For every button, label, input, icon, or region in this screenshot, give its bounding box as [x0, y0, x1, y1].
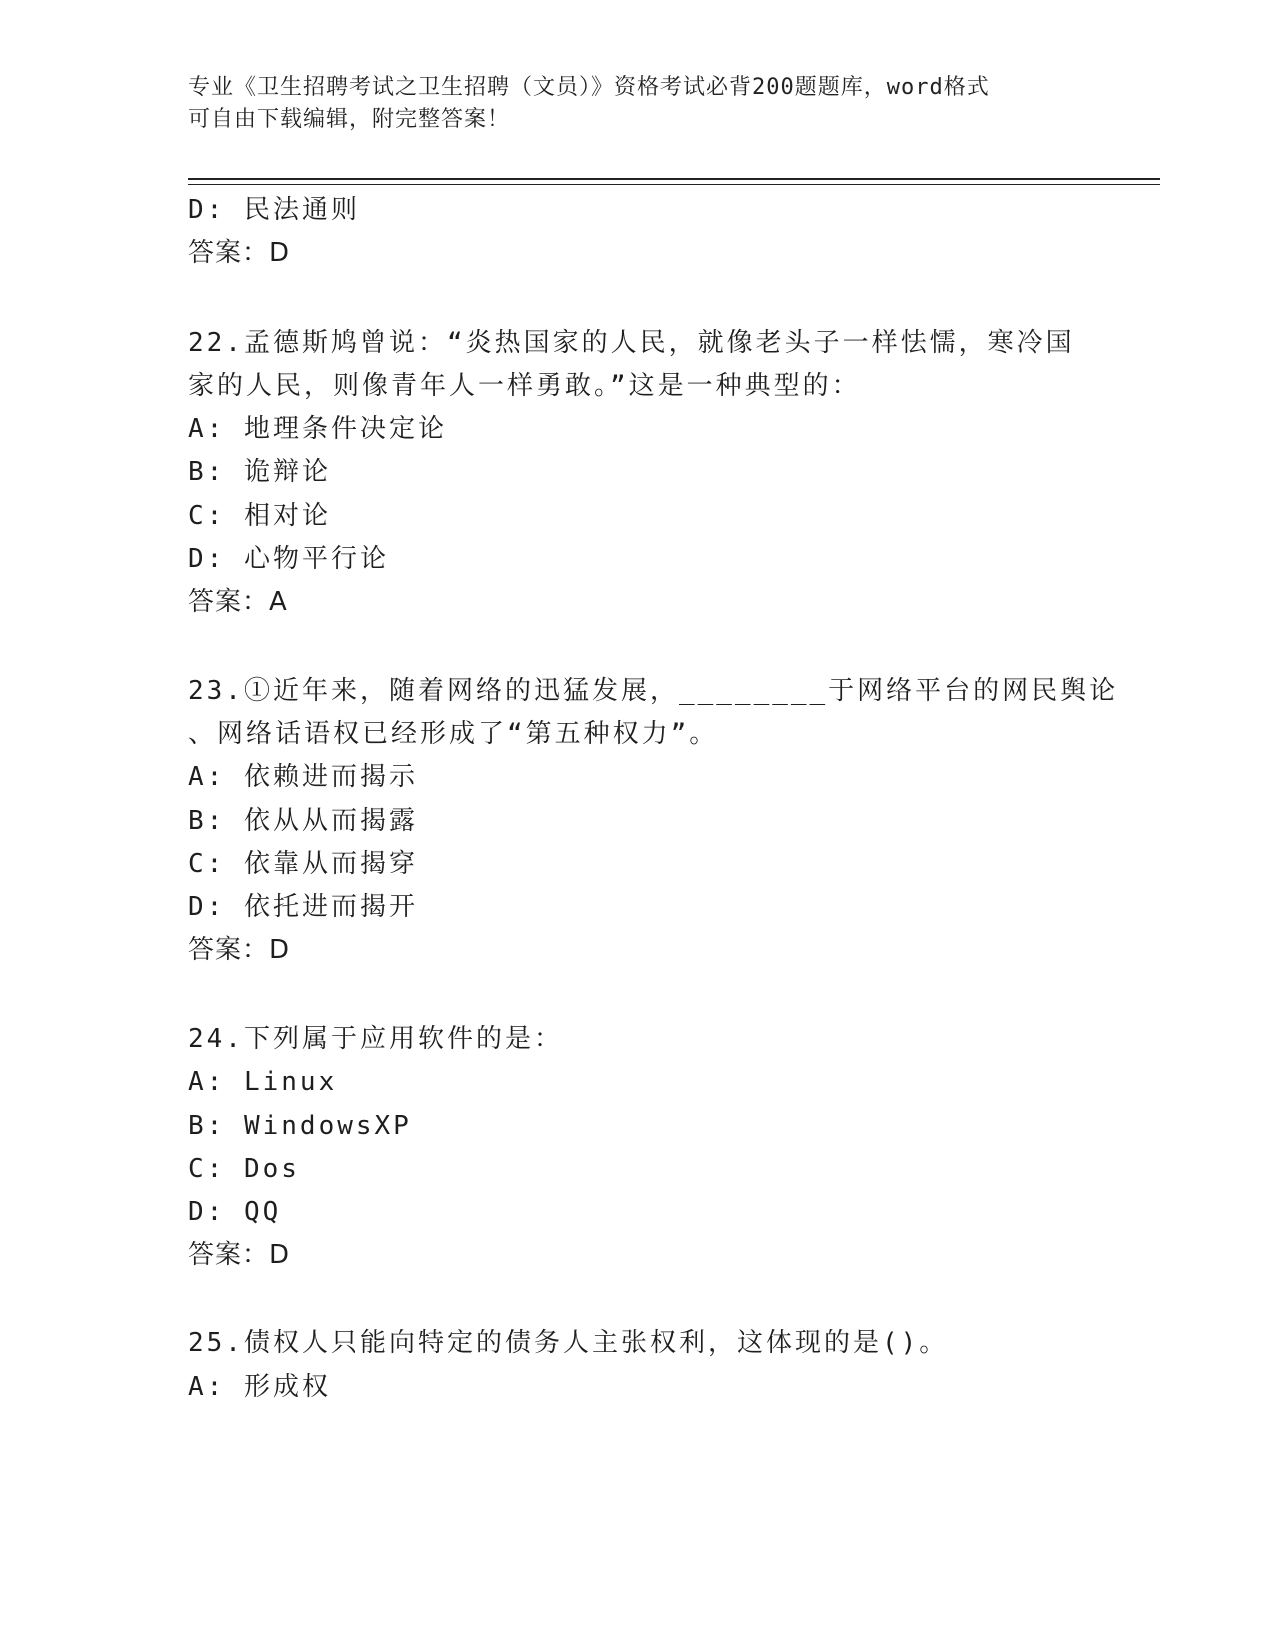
q22-option-c: C: 相对论 — [188, 501, 331, 531]
header-title-line-1: 专业《卫生招聘考试之卫生招聘（文员）》资格考试必背200题题库，word格式 — [188, 75, 990, 100]
q24-stem: 24.下列属于应用软件的是： — [188, 1024, 563, 1054]
document-header — [188, 72, 1068, 136]
q21-option-d: D: 民法通则 — [188, 195, 360, 225]
q22-stem-line-2: 家的人民，则像青年人一样勇敢。”这是一种典型的： — [188, 371, 861, 401]
q21-answer: 答案：D — [188, 238, 291, 268]
q23-option-c: C: 依靠从而揭穿 — [188, 849, 418, 879]
header-divider-thick — [188, 178, 1160, 180]
q23-stem-line-2: 、网络话语权已经形成了“第五种权力”。 — [188, 719, 719, 749]
q24-option-d: D: QQ — [188, 1197, 282, 1227]
q23-option-d: D: 依托进而揭开 — [188, 892, 418, 922]
header-divider-thin — [188, 184, 1160, 185]
q22-option-d: D: 心物平行论 — [188, 544, 389, 574]
q23-answer: 答案：D — [188, 935, 291, 965]
q22-stem-line-1: 22.孟德斯鸠曾说：“炎热国家的人民，就像老头子一样怯懦，寒冷国 — [188, 328, 1075, 358]
q24-answer: 答案：D — [188, 1240, 291, 1270]
header-title-line-2: 可自由下载编辑，附完整答案！ — [188, 107, 511, 132]
q25-option-a: A: 形成权 — [188, 1372, 331, 1402]
q24-option-a: A: Linux — [188, 1067, 338, 1097]
q23-stem-line-1: 23.①近年来，随着网络的迅猛发展，________于网络平台的网民舆论 — [188, 676, 1119, 706]
q22-answer: 答案：A — [188, 587, 288, 617]
q22-option-a: A: 地理条件决定论 — [188, 414, 447, 444]
q22-option-b: B: 诡辩论 — [188, 457, 331, 487]
q24-option-b: B: WindowsXP — [188, 1111, 412, 1141]
q23-option-b: B: 依从从而揭露 — [188, 806, 418, 836]
q24-option-c: C: Dos — [188, 1154, 300, 1184]
q23-option-a: A: 依赖进而揭示 — [188, 762, 418, 792]
q25-stem: 25.债权人只能向特定的债务人主张权利，这体现的是()。 — [188, 1328, 949, 1358]
